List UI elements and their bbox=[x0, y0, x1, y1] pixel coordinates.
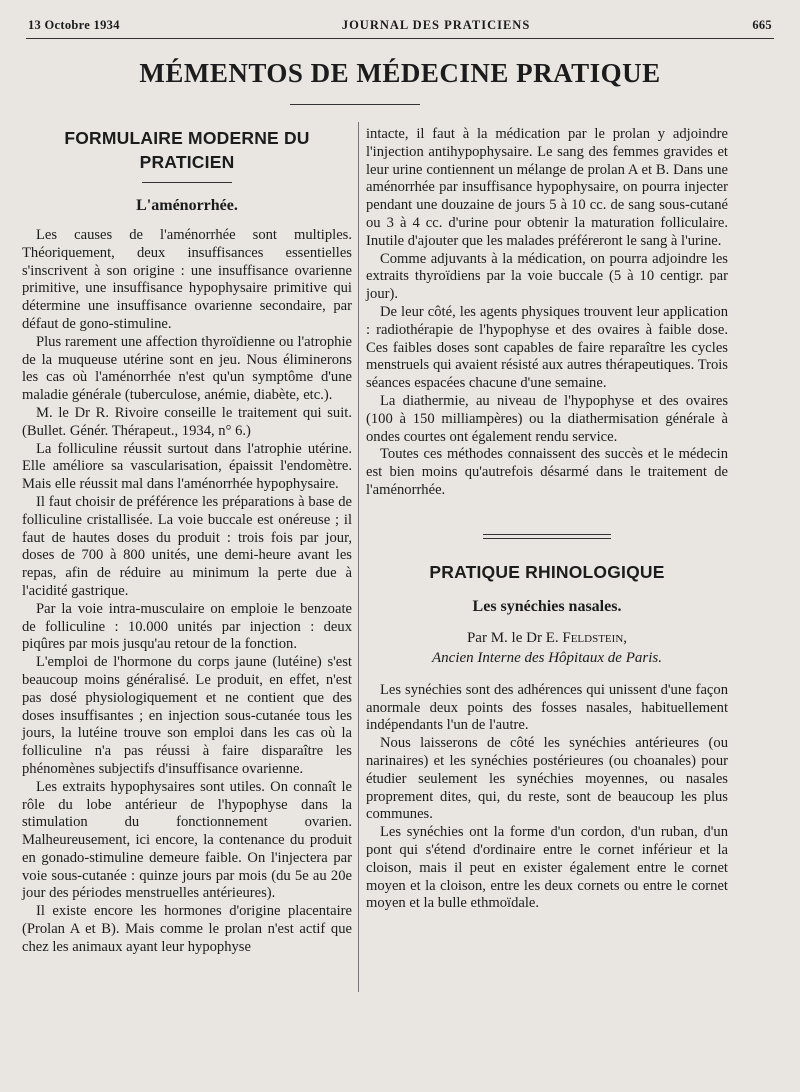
paragraph: Comme adjuvants à la médication, on pourra adjoindre les extraits thyroïdiens par la voie buccale (5 à 10 centigr. par jour). bbox=[366, 250, 728, 303]
author-name: Feldstein, bbox=[562, 629, 628, 646]
paragraph: Il existe encore les hormones d'origine placentaire (Prolan A et B). Mais comme le prolan n'est actif que chez les animaux ayant leur hypophyse bbox=[22, 903, 352, 955]
paragraph: Par la voie intra-musculaire on emploie le benzoate de folliculine : 10.000 unités par injection : deux piqûres par mois jusqu'au retour de la fonction. bbox=[22, 600, 352, 653]
title-rule bbox=[290, 104, 420, 105]
column-divider bbox=[358, 122, 359, 992]
running-header bbox=[28, 18, 772, 40]
paragraph: Toutes ces méthodes connaissent des succès et le médecin est bien moins qu'autrefois désarmé dans le traitement de l'aménorrhée. bbox=[366, 446, 728, 498]
issue-date: 13 Octobre 1934 bbox=[28, 18, 120, 32]
paragraph: Il faut choisir de préférence les préparations à base de folliculine cristallisée. La voie buccale est onéreuse ; il faut de hautes doses du produit : trois fois par jour, doses de 700 à 800 unités, une demi-heure avant les repas, afin de réduire au minimum la perte due à l'acidité gastrique. bbox=[22, 493, 352, 599]
paragraph: L'emploi de l'hormone du corps jaune (lutéine) s'est beaucoup moins généralisé. Le produit, en effet, n'est pas dosé physiologiquement et ne contient que des doses insuffisantes ; en injection sous-cutanée tous les jours, la lutéine trouve son emploi dans les cas où la folliculine n'a pas réussi à faire disparaître les phénomènes subjectifs d'insuffisance ovarienne. bbox=[22, 654, 352, 777]
article-title-synechies: Les synéchies nasales. bbox=[472, 597, 622, 615]
section-title-formulaire: FORMULAIRE MODERNE DU PRATICIEN bbox=[64, 128, 310, 172]
section-title-rhinologique: PRATIQUE RHINOLOGIQUE bbox=[429, 561, 665, 582]
article-title-amenorrhee: L'aménorrhée. bbox=[136, 197, 238, 214]
author-byline bbox=[366, 628, 728, 648]
header-rule bbox=[26, 38, 774, 39]
paragraph: De leur côté, les agents physiques trouvent leur application : radiothérapie de l'hypophyse et des ovaires à faible dose. Ces faibles doses sont capables de faire reparaître les cycles menstruels qui avaient résisté aux autres thérapeutiques. Trois séances espacées chacune d'une semaine. bbox=[366, 303, 728, 392]
paragraph: Nous laisserons de côté les synéchies antérieures (ou narinaires) et les synéchies postérieures (ou choanales) pour étudier seulement les synéchies moyennes, ou nasales proprement dites, qui, du reste, sont de beaucoup les plus communes. bbox=[366, 735, 728, 823]
left-column bbox=[22, 126, 352, 957]
paragraph: intacte, il faut à la médication par le prolan y adjoindre l'injection antihypophysaire. Le sang des femmes gravides et leur urine contiennent un mélange de prolan A et B. Dans une aménorrhée par insuffisance hypophysaire, on pourra injecter pendant une douzaine de jours 5 à 10 cc. de sang sous-cutané ou 3 à 4 cc. d'urine pour obtenir la maturation folliculaire. Inutile d'ajouter que les malades préféreront le sang à l'urine. bbox=[366, 126, 728, 249]
paragraph: La diathermie, au niveau de l'hypophyse et des ovaires (100 à 150 milliampères) ou la diathermisation générale à ondes courtes ont également rendu service. bbox=[366, 392, 728, 445]
paragraph: Les extraits hypophysaires sont utiles. On connaît le rôle du lobe antérieur de l'hypophyse dans la stimulation du fonctionnement ovarien. Malheureusement, ici encore, la contenance du produit en gonado-stimuline demeure faible. On l'injectera par voie sous-cutanée : quinze jours par mois (du 5e au 20e jour des périodes menstruelles antérieures). bbox=[22, 778, 352, 902]
paragraph: La folliculine réussit surtout dans l'atrophie utérine. Elle améliore sa vascularisation, épaissit l'endomètre. Mais elle réussit mal dans l'aménorrhée hypophysaire. bbox=[22, 440, 352, 493]
section-rule bbox=[142, 182, 232, 183]
page-number: 665 bbox=[752, 18, 772, 32]
section-separator bbox=[483, 534, 611, 542]
paragraph: Les synéchies sont des adhérences qui unissent d'une façon anormale deux points des fosses nasales, habituellement indépendants l'un de l'autre. bbox=[366, 681, 728, 734]
right-column bbox=[366, 126, 728, 913]
journal-name: JOURNAL DES PRATICIENS bbox=[341, 18, 531, 32]
paragraph: Plus rarement une affection thyroïdienne ou l'atrophie de la muqueuse utérine sont en jeu. Nous éliminerons les cas où l'aménorrhée n'est qu'un symptôme d'une maladie générale (tuberculose, anémie, diabète, etc.). bbox=[22, 333, 352, 404]
paragraph: Les causes de l'aménorrhée sont multiples. Théoriquement, deux insuffisances essentielles s'inscrivent à son origine : une insuffisance ovarienne primitive, une insuffisance hypophysaire primitive qui détermine une insuffisance ovarienne secondaire, par défaut de gono-stimuline. bbox=[22, 227, 352, 332]
paragraph: Les synéchies ont la forme d'un cordon, d'un ruban, d'un pont qui s'étend d'ordinaire entre le cornet inférieur et la cloison, mais il peut en exister également entre le cornet moyen et la cloison, entre les deux cornets ou entre le cornet moyen et la bulle ethmoïdale. bbox=[366, 824, 728, 912]
paragraph: M. le Dr R. Rivoire conseille le traitement qui suit. (Bullet. Génér. Thérapeut., 1934, n° 6.) bbox=[22, 404, 352, 439]
page-title: MÉMENTOS DE MÉDECINE PRATIQUE bbox=[139, 58, 661, 88]
author-affiliation: Ancien Interne des Hôpitaux de Paris. bbox=[432, 649, 662, 666]
byline-prefix: Par M. le Dr E. bbox=[466, 629, 563, 646]
